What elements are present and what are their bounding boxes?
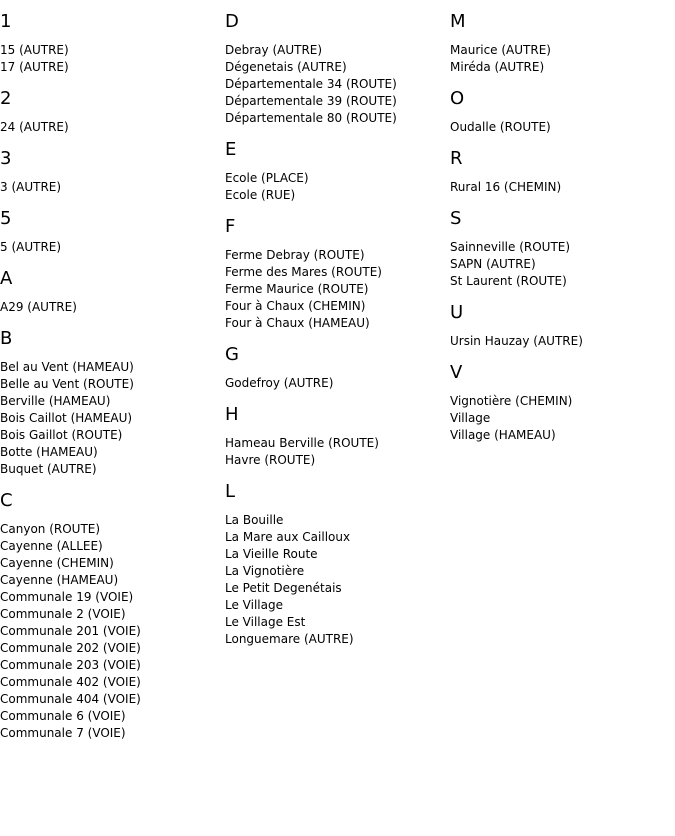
street-list bbox=[450, 333, 583, 350]
letter-group bbox=[0, 208, 141, 256]
letter-group bbox=[450, 11, 583, 76]
street-list bbox=[0, 119, 141, 136]
letter-group bbox=[450, 148, 583, 196]
street-entry: Maurice (AUTRE) bbox=[450, 43, 551, 57]
street-entry: 3 (AUTRE) bbox=[0, 180, 62, 194]
street-entry: Village (HAMEAU) bbox=[450, 428, 556, 442]
street-entry: Cayenne (HAMEAU) bbox=[0, 573, 119, 587]
street-entry: La Mare aux Cailloux bbox=[225, 530, 351, 544]
street-list bbox=[225, 42, 397, 127]
street-entry: Ecole (PLACE) bbox=[225, 171, 309, 185]
street-entry: SAPN (AUTRE) bbox=[450, 257, 536, 271]
letter-group bbox=[0, 268, 141, 316]
street-list bbox=[0, 239, 141, 256]
index-column bbox=[0, 0, 141, 742]
street-entry: Havre (ROUTE) bbox=[225, 453, 316, 467]
street-entry: Village bbox=[450, 411, 491, 425]
street-list bbox=[450, 42, 583, 76]
section-letter-heading: V bbox=[450, 362, 463, 383]
section-letter-heading: C bbox=[0, 490, 13, 511]
street-entry: Oudalle (ROUTE) bbox=[450, 120, 551, 134]
street-entry: Rural 16 (CHEMIN) bbox=[450, 180, 562, 194]
street-entry: Communale 7 (VOIE) bbox=[0, 726, 126, 740]
street-entry: Communale 203 (VOIE) bbox=[0, 658, 141, 672]
street-entry: Communale 6 (VOIE) bbox=[0, 709, 126, 723]
street-entry: 24 (AUTRE) bbox=[0, 120, 69, 134]
street-list bbox=[450, 119, 583, 136]
street-entry: Départementale 34 (ROUTE) bbox=[225, 77, 397, 91]
street-entry: Communale 404 (VOIE) bbox=[0, 692, 141, 706]
street-entry: Ferme Maurice (ROUTE) bbox=[225, 282, 369, 296]
street-list bbox=[225, 375, 397, 392]
street-entry: Ferme Debray (ROUTE) bbox=[225, 248, 365, 262]
street-entry: Sainneville (ROUTE) bbox=[450, 240, 571, 254]
section-letter-heading: H bbox=[225, 404, 239, 425]
letter-group bbox=[225, 139, 397, 204]
letter-group bbox=[0, 11, 141, 76]
street-entry: Four à Chaux (CHEMIN) bbox=[225, 299, 366, 313]
street-entry: A29 (AUTRE) bbox=[0, 300, 77, 314]
section-letter-heading: F bbox=[225, 216, 236, 237]
letter-group bbox=[0, 88, 141, 136]
street-entry: Four à Chaux (HAMEAU) bbox=[225, 316, 370, 330]
street-entry: Départementale 39 (ROUTE) bbox=[225, 94, 397, 108]
street-entry: Belle au Vent (ROUTE) bbox=[0, 377, 134, 391]
street-entry: Berville (HAMEAU) bbox=[0, 394, 111, 408]
street-entry: 5 (AUTRE) bbox=[0, 240, 62, 254]
letter-group bbox=[225, 216, 397, 332]
street-entry: Le Petit Degenétais bbox=[225, 581, 342, 595]
street-entry: Vignotière (CHEMIN) bbox=[450, 394, 573, 408]
letter-group bbox=[225, 11, 397, 127]
section-letter-heading: O bbox=[450, 88, 465, 109]
street-entry: Bois Caillot (HAMEAU) bbox=[0, 411, 133, 425]
street-list bbox=[225, 512, 397, 648]
street-entry: Communale 402 (VOIE) bbox=[0, 675, 141, 689]
street-entry: Départementale 80 (ROUTE) bbox=[225, 111, 397, 125]
section-letter-heading: E bbox=[225, 139, 237, 160]
street-entry: 17 (AUTRE) bbox=[0, 60, 69, 74]
street-entry: Longuemare (AUTRE) bbox=[225, 632, 354, 646]
street-list bbox=[0, 299, 141, 316]
section-letter-heading: B bbox=[0, 328, 13, 349]
street-entry: Communale 202 (VOIE) bbox=[0, 641, 141, 655]
street-entry: La Bouille bbox=[225, 513, 284, 527]
street-entry: Dégenetais (AUTRE) bbox=[225, 60, 347, 74]
street-entry: Hameau Berville (ROUTE) bbox=[225, 436, 379, 450]
street-list bbox=[450, 393, 583, 444]
street-entry: Godefroy (AUTRE) bbox=[225, 376, 334, 390]
section-letter-heading: L bbox=[225, 481, 236, 502]
street-list bbox=[225, 247, 397, 332]
street-list bbox=[225, 435, 397, 469]
letter-group bbox=[0, 490, 141, 742]
letter-group bbox=[0, 148, 141, 196]
street-entry: La Vignotière bbox=[225, 564, 305, 578]
street-entry: Bois Gaillot (ROUTE) bbox=[0, 428, 123, 442]
section-letter-heading: R bbox=[450, 148, 463, 169]
section-letter-heading: A bbox=[0, 268, 13, 289]
street-entry: Ecole (RUE) bbox=[225, 188, 296, 202]
street-entry: Communale 19 (VOIE) bbox=[0, 590, 134, 604]
street-entry: Canyon (ROUTE) bbox=[0, 522, 101, 536]
street-entry: Le Village Est bbox=[225, 615, 306, 629]
section-letter-heading: 5 bbox=[0, 208, 12, 229]
street-list bbox=[450, 179, 583, 196]
street-entry: Communale 201 (VOIE) bbox=[0, 624, 141, 638]
letter-group bbox=[450, 362, 583, 444]
street-entry: St Laurent (ROUTE) bbox=[450, 274, 567, 288]
letter-group bbox=[0, 328, 141, 478]
street-list bbox=[0, 42, 141, 76]
letter-group bbox=[450, 88, 583, 136]
section-letter-heading: D bbox=[225, 11, 239, 32]
street-entry: Cayenne (ALLEE) bbox=[0, 539, 103, 553]
index-column bbox=[450, 0, 583, 444]
letter-group bbox=[450, 208, 583, 290]
street-entry: Bel au Vent (HAMEAU) bbox=[0, 360, 134, 374]
section-letter-heading: 1 bbox=[0, 11, 12, 32]
street-list bbox=[0, 521, 141, 742]
street-entry: Ferme des Mares (ROUTE) bbox=[225, 265, 382, 279]
street-entry: Cayenne (CHEMIN) bbox=[0, 556, 114, 570]
section-letter-heading: U bbox=[450, 302, 464, 323]
section-letter-heading: 2 bbox=[0, 88, 12, 109]
street-entry: Miréda (AUTRE) bbox=[450, 60, 545, 74]
letter-group bbox=[450, 302, 583, 350]
section-letter-heading: 3 bbox=[0, 148, 12, 169]
street-list bbox=[0, 179, 141, 196]
street-entry: Ursin Hauzay (AUTRE) bbox=[450, 334, 583, 348]
street-entry: Debray (AUTRE) bbox=[225, 43, 323, 57]
letter-group bbox=[225, 481, 397, 648]
street-list bbox=[225, 170, 397, 204]
street-list bbox=[450, 239, 583, 290]
section-letter-heading: S bbox=[450, 208, 462, 229]
letter-group bbox=[225, 404, 397, 469]
street-entry: 15 (AUTRE) bbox=[0, 43, 69, 57]
street-entry: Le Village bbox=[225, 598, 283, 612]
section-letter-heading: M bbox=[450, 11, 466, 32]
letter-group bbox=[225, 344, 397, 392]
street-entry: La Vieille Route bbox=[225, 547, 318, 561]
section-letter-heading: G bbox=[225, 344, 239, 365]
index-column bbox=[225, 0, 397, 648]
street-list bbox=[0, 359, 141, 478]
street-entry: Botte (HAMEAU) bbox=[0, 445, 98, 459]
street-entry: Communale 2 (VOIE) bbox=[0, 607, 126, 621]
street-entry: Buquet (AUTRE) bbox=[0, 462, 97, 476]
